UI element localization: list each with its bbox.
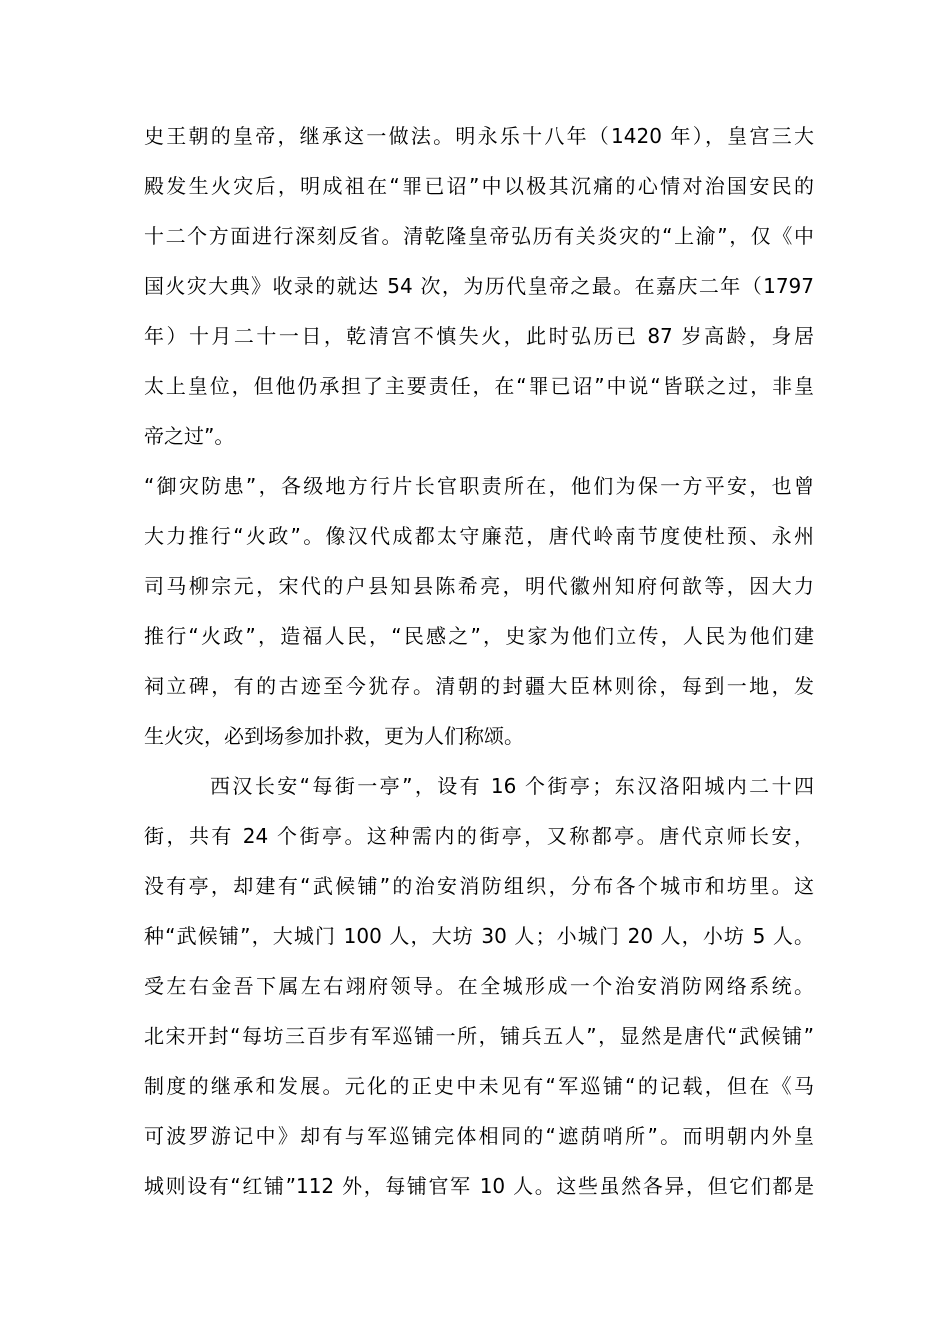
text-line: 十二个方面进行深刻反省。清乾隆皇帝弘历有关炎灾的“上渝”，仅《中 bbox=[144, 224, 814, 248]
text-line: 太上皇位，但他仍承担了主要责任，在“罪已诏”中说“皆联之过，非皇 bbox=[144, 374, 814, 398]
text-line: 帝之过”。 bbox=[144, 424, 235, 448]
text-line: 可波罗游记中》却有与军巡铺完体相同的“遮荫哨所”。而明朝内外皇 bbox=[144, 1124, 814, 1148]
text-line: 殿发生火灾后，明成祖在“罪已诏”中以极其沉痛的心情对治国安民的 bbox=[144, 174, 814, 198]
text-line: 年）十月二十一日，乾清宫不慎失火，此时弘历已 87 岁高龄，身居 bbox=[144, 324, 814, 348]
text-line: 生火灾，必到场参加扑救，更为人们称颂。 bbox=[144, 724, 524, 748]
text-line: 大力推行“火政”。像汉代成都太守廉范，唐代岭南节度使杜预、永州 bbox=[144, 524, 814, 548]
text-line: 推行“火政”，造福人民，“民感之”，史家为他们立传，人民为他们建 bbox=[144, 624, 814, 648]
text-line: 受左右金吾下属左右翊府领导。在全城形成一个治安消防网络系统。 bbox=[144, 974, 814, 998]
text-line: 司马柳宗元，宋代的户县知县陈希亮，明代徽州知府何歆等，因大力 bbox=[144, 574, 814, 598]
text-line: 史王朝的皇帝，继承这一做法。明永乐十八年（1420 年），皇宫三大 bbox=[144, 124, 814, 148]
text-line: 街，共有 24 个街亭。这种需内的街亭，又称都亭。唐代京师长安， bbox=[144, 824, 814, 848]
text-line: 制度的继承和发展。元化的正史中未见有“军巡铺“的记载，但在《马 bbox=[144, 1074, 814, 1098]
text-line: 城则设有“红铺”112 外，每铺官军 10 人。这些虽然各异，但它们都是 bbox=[144, 1174, 814, 1198]
text-line: “御灾防患”，各级地方行片长官职责所在，他们为保一方平安，也曾 bbox=[144, 474, 814, 498]
text-line-indented: 西汉长安“每街一亭”，设有 16 个街亭；东汉洛阳城内二十四 bbox=[210, 774, 814, 798]
text-line: 祠立碑，有的古迹至今犹存。清朝的封疆大臣林则徐，每到一地，发 bbox=[144, 674, 814, 698]
text-line: 北宋开封“每坊三百步有军巡铺一所，铺兵五人”，显然是唐代“武候铺” bbox=[144, 1024, 814, 1048]
text-line: 没有亭，却建有“武候铺”的治安消防组织，分布各个城市和坊里。这 bbox=[144, 874, 814, 898]
text-line: 种“武候铺”，大城门 100 人，大坊 30 人；小城门 20 人，小坊 5 人。 bbox=[144, 924, 814, 948]
text-line: 国火灾大典》收录的就达 54 次，为历代皇帝之最。在嘉庆二年（1797 bbox=[144, 274, 814, 298]
